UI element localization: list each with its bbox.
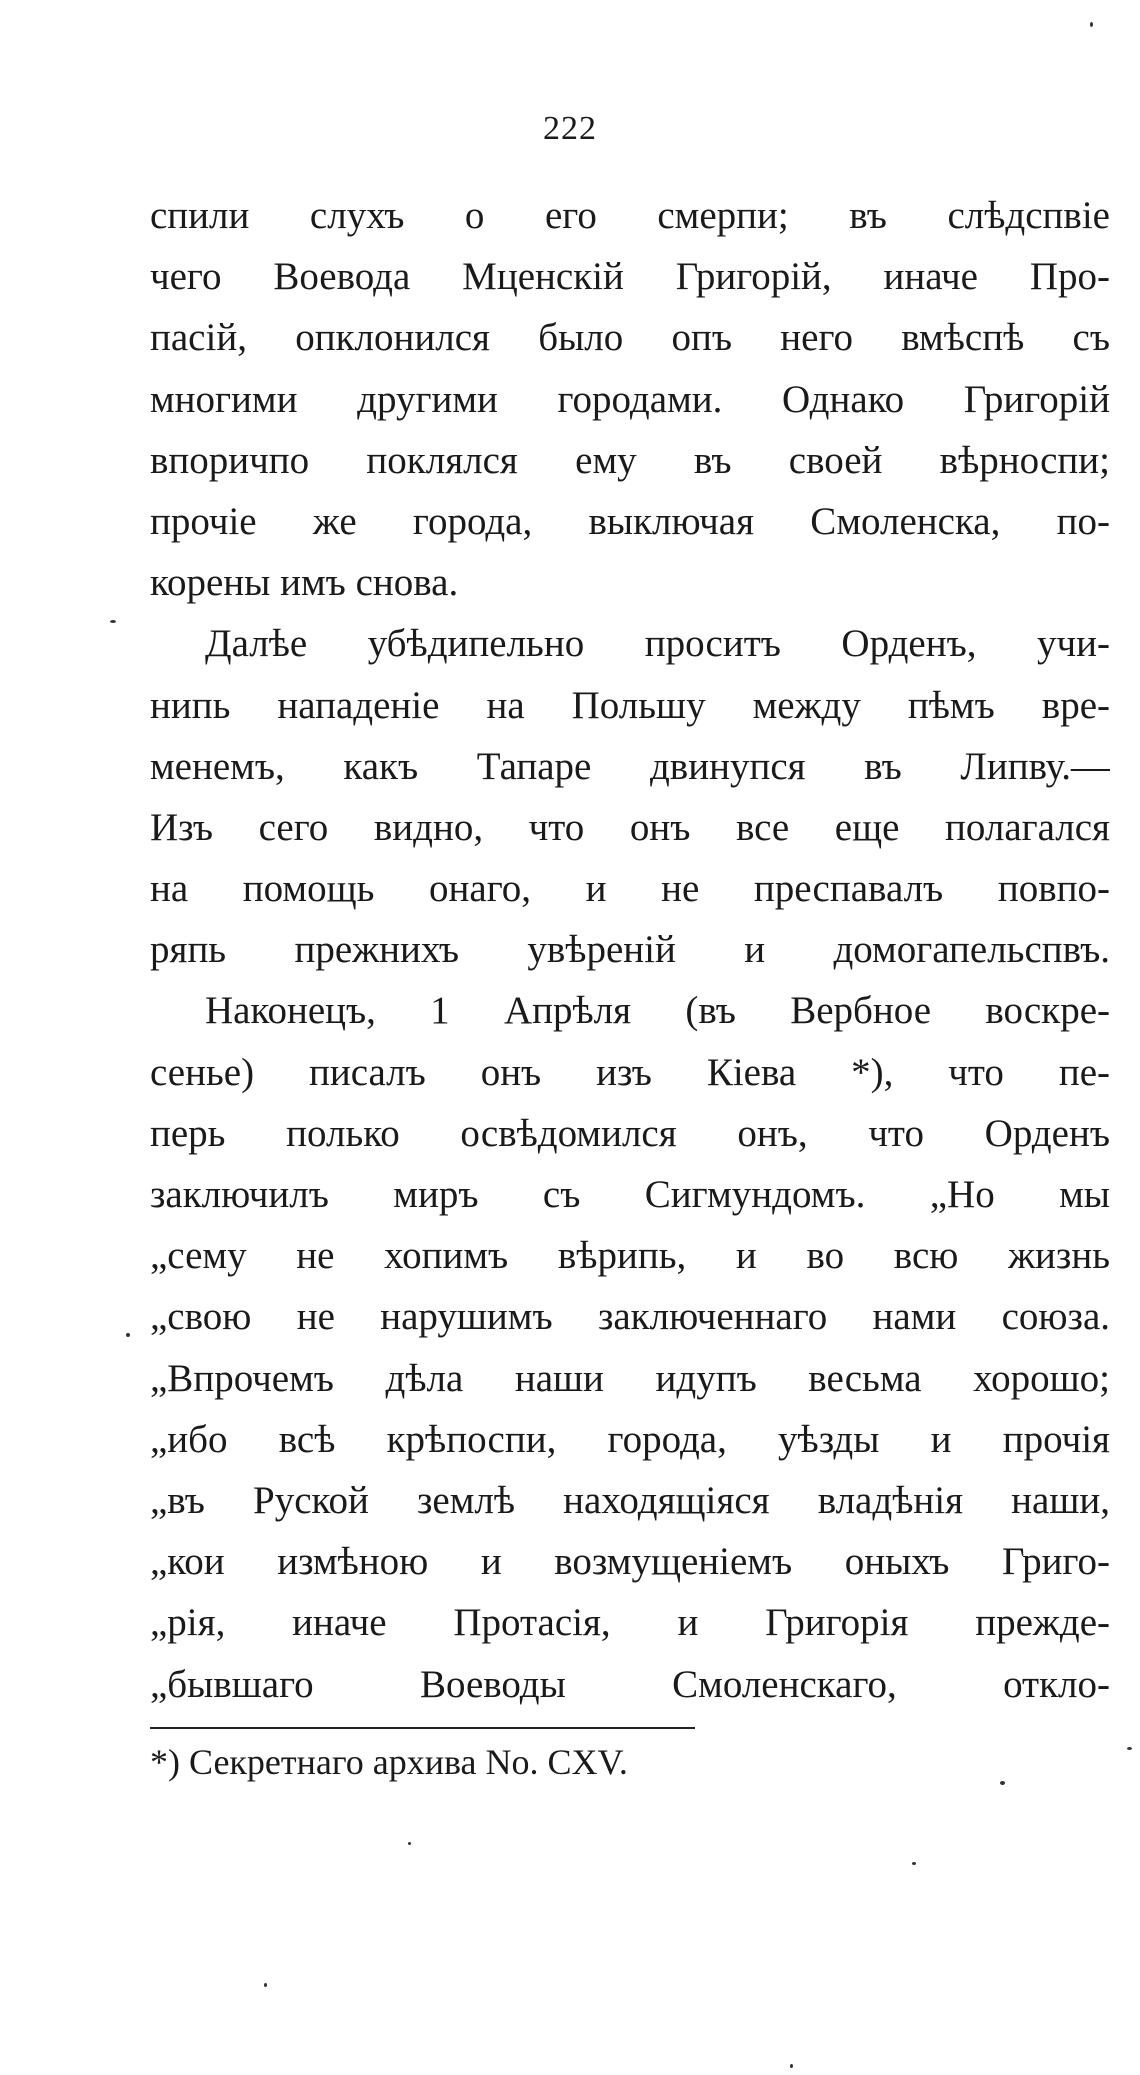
- text-line: „бывшаго Воеводы Смоленскаго, откло-: [150, 1662, 1110, 1706]
- text-line: менемъ, какъ Тапаре двинупся въ Липву.—: [150, 744, 1110, 788]
- scan-speck: [1127, 1747, 1132, 1750]
- text-line: „рія, иначе Протасія, и Григорія прежде-: [150, 1601, 1110, 1645]
- text-line: „сему не хопимъ вѣрипь, и во всю жизнь: [150, 1234, 1110, 1278]
- text-line: перь полько освѣдомился онъ, что Орденъ: [150, 1111, 1110, 1155]
- text-line: „ибо всѣ крѣпоспи, города, уѣзды и прочія: [150, 1417, 1110, 1461]
- text-line: на помощь онаго, и не преспавалъ повпо-: [150, 867, 1110, 911]
- text-line: заключилъ миръ съ Сигмундомъ. „Но мы: [150, 1173, 1110, 1216]
- scan-speck: [1090, 22, 1093, 27]
- text-line: прочіе же города, выключая Смоленска, по-: [150, 499, 1110, 543]
- text-line: пасій, опклонился было опъ него вмѣспѣ съ: [150, 316, 1110, 360]
- body-text: [150, 185, 1110, 1715]
- text-line: „Впрочемъ дѣла наши идупъ весьма хорошо;: [150, 1356, 1110, 1400]
- text-line: Изъ сего видно, что онъ все еще полагался: [150, 805, 1110, 849]
- paragraph-start-line: Далѣе убѣдипельно проситъ Орденъ, учи-: [205, 622, 1110, 666]
- text-line: чего Воевода Мценскій Григорій, иначе Про-: [150, 255, 1110, 299]
- scan-speck: [126, 1333, 130, 1337]
- text-line: „свою не нарушимъ заключеннаго нами союза.: [150, 1295, 1110, 1339]
- paragraph-start-line: Наконецъ, 1 Апрѣля (въ Вербное воскре-: [205, 989, 1110, 1033]
- scan-speck: [408, 1842, 411, 1845]
- text-line: нипь нападеніе на Польшу между пѣмъ вре-: [150, 683, 1110, 727]
- text-line: впоричпо поклялся ему въ своей вѣрноспи;: [150, 438, 1110, 482]
- scan-speck: [912, 1862, 916, 1865]
- text-line: сенье) писалъ онъ изъ Кіева *), что пе-: [150, 1050, 1110, 1094]
- text-line: спили слухъ о его смерпи; въ слѣдспвіе: [150, 194, 1110, 237]
- text-line: „въ Руской землѣ находящіяся владѣнія наши,: [150, 1478, 1110, 1522]
- text-line: „кои измѣною и возмущеніемъ оныхъ Григо-: [150, 1540, 1110, 1584]
- text-line: многими другими городами. Однако Григорій: [150, 377, 1110, 421]
- footnote-rule: [150, 1727, 695, 1729]
- scan-speck: [1000, 1781, 1005, 1785]
- scan-speck: [790, 2064, 793, 2068]
- text-line: ряпь прежнихъ увѣреній и домогапельспвъ.: [150, 928, 1110, 972]
- scan-speck: [110, 620, 116, 623]
- page-number: 222: [543, 110, 597, 147]
- text-line: корены имъ снова.: [150, 561, 459, 605]
- footnote: *) Секретнаго архива No. CXV.: [150, 1742, 628, 1782]
- scan-speck: [264, 1983, 267, 1987]
